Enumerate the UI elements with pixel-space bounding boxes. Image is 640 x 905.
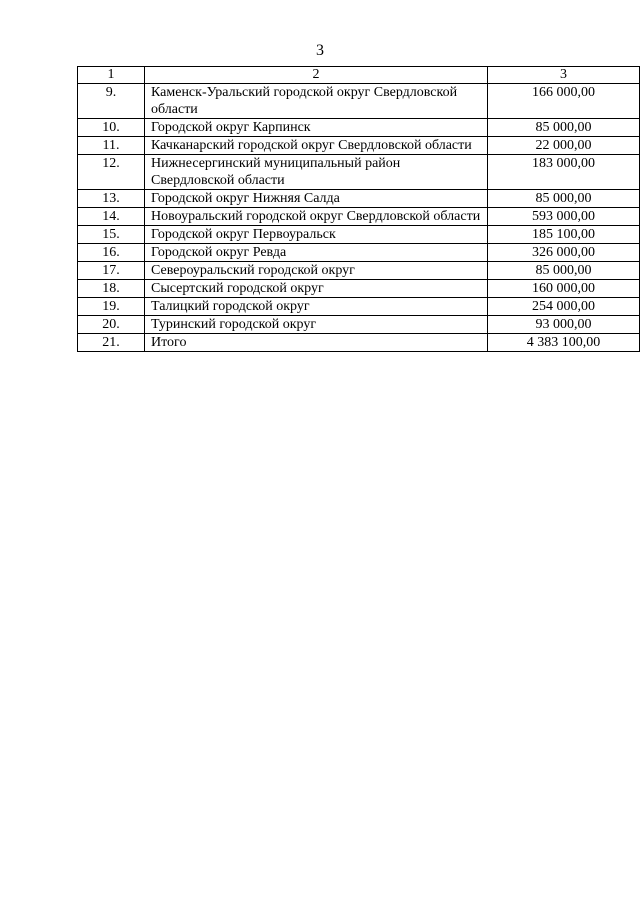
row-number: 9. — [78, 84, 145, 119]
municipality-name: Талицкий городской округ — [145, 298, 488, 316]
table-row — [78, 190, 640, 208]
municipality-name: Городской округ Карпинск — [145, 119, 488, 137]
row-number: 21. — [78, 334, 145, 352]
amount-value: 254 000,00 — [488, 298, 640, 316]
municipality-name: Североуральский городской округ — [145, 262, 488, 280]
header-cell-name: 2 — [145, 67, 488, 84]
row-number: 11. — [78, 137, 145, 155]
amount-value: 85 000,00 — [488, 262, 640, 280]
table-row — [78, 298, 640, 316]
table-row — [78, 137, 640, 155]
table-row — [78, 316, 640, 334]
page-number: 3 — [316, 42, 324, 59]
amount-value: 160 000,00 — [488, 280, 640, 298]
row-number: 17. — [78, 262, 145, 280]
amount-value: 22 000,00 — [488, 137, 640, 155]
table-row — [78, 119, 640, 137]
total-row — [78, 334, 640, 352]
row-number: 15. — [78, 226, 145, 244]
municipality-name: Новоуральский городской округ Свердловской области — [145, 208, 488, 226]
amount-value: 93 000,00 — [488, 316, 640, 334]
amount-value: 85 000,00 — [488, 190, 640, 208]
row-number: 19. — [78, 298, 145, 316]
amount-value: 326 000,00 — [488, 244, 640, 262]
header-cell-num: 1 — [78, 67, 145, 84]
municipality-name: Каменск-Уральский городской округ Свердловской области — [145, 84, 488, 119]
table-row — [78, 262, 640, 280]
table-row — [78, 155, 640, 190]
row-number: 12. — [78, 155, 145, 190]
municipality-name: Туринский городской округ — [145, 316, 488, 334]
row-number: 13. — [78, 190, 145, 208]
row-number: 18. — [78, 280, 145, 298]
total-value: 4 383 100,00 — [488, 334, 640, 352]
municipality-name: Городской округ Ревда — [145, 244, 488, 262]
row-number: 14. — [78, 208, 145, 226]
table-row — [78, 244, 640, 262]
budget-table — [77, 66, 640, 352]
row-number: 20. — [78, 316, 145, 334]
municipality-name: Качканарский городской округ Свердловской области — [145, 137, 488, 155]
municipality-name: Нижнесергинский муниципальный район Свердловской области — [145, 155, 488, 190]
table-row — [78, 226, 640, 244]
table-row — [78, 280, 640, 298]
table-row — [78, 84, 640, 119]
amount-value: 166 000,00 — [488, 84, 640, 119]
total-label: Итого — [145, 334, 488, 352]
amount-value: 85 000,00 — [488, 119, 640, 137]
amount-value: 593 000,00 — [488, 208, 640, 226]
table-row — [78, 208, 640, 226]
header-cell-value: 3 — [488, 67, 640, 84]
amount-value: 185 100,00 — [488, 226, 640, 244]
municipality-name: Сысертский городской округ — [145, 280, 488, 298]
municipality-name: Городской округ Первоуральск — [145, 226, 488, 244]
row-number: 10. — [78, 119, 145, 137]
table-header-row — [78, 67, 640, 84]
row-number: 16. — [78, 244, 145, 262]
amount-value: 183 000,00 — [488, 155, 640, 190]
municipality-name: Городской округ Нижняя Салда — [145, 190, 488, 208]
